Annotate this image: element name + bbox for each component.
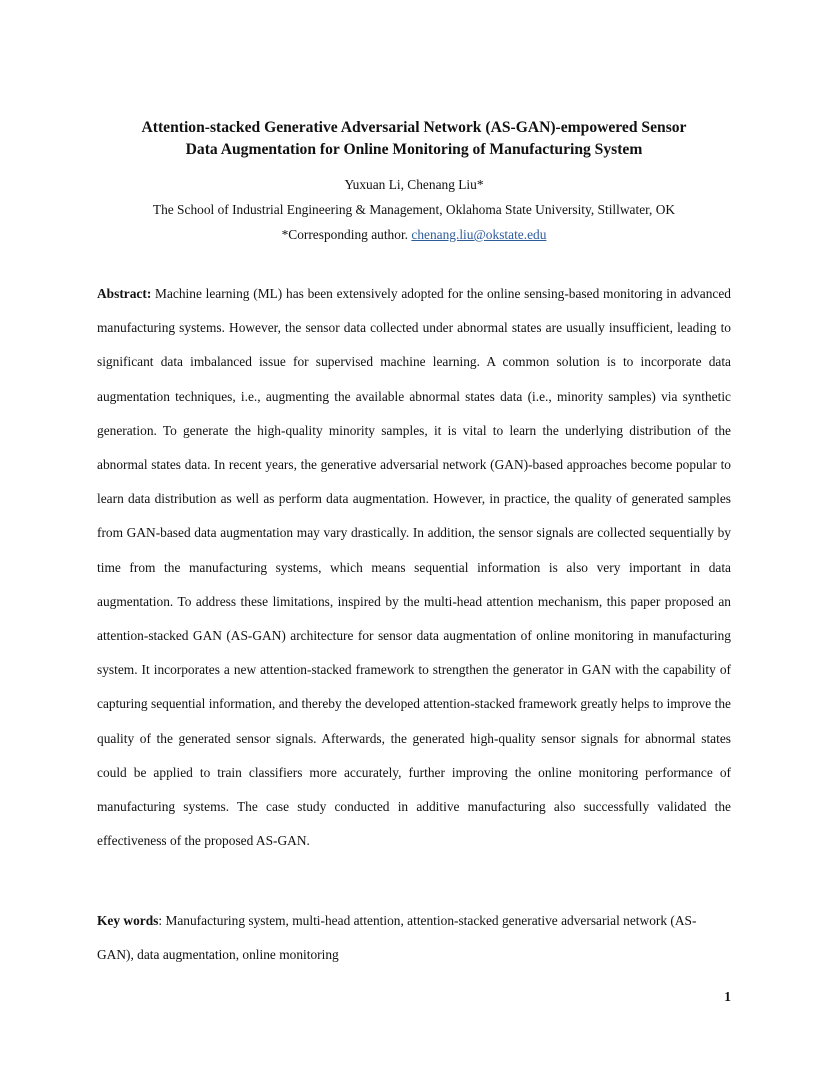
corresponding-email-link[interactable]: chenang.liu@okstate.edu: [411, 227, 547, 242]
abstract-text: Machine learning (ML) has been extensively adopted for the online sensing-based monitoring in advanced manufacturing systems. However, the sensor data collected under abnormal states are usually insufficient, leading to significant data imbalanced issue for supervised machine learning. A common solution is to incorporate data augmentation techniques, i.e., augmenting the available abnormal states data (i.e., minority samples) via synthetic generation. To generate the high-quality minority samples, it is vital to learn the underlying distribution of the abnormal states data. In recent years, the generative adversarial network (GAN)-based approaches become popular to learn data distribution as well as perform data augmentation. However, in practice, the quality of generated samples from GAN-based data augmentation may vary drastically. In addition, the sensor signals are collected sequentially by time from the manufacturing systems, which means sequential information is also very important in data augmentation. To address these limitations, inspired by the multi-head attention mechanism, this paper proposed an attention-stacked GAN (AS-GAN) architecture for sensor data augmentation of online monitoring in manufacturing system. It incorporates a new attention-stacked framework to strengthen the generator in GAN with the capability of capturing sequential information, and thereby the developed attention-stacked framework greatly helps to improve the quality of the generated sensor signals. Afterwards, the generated high-quality sensor signals for abnormal states could be applied to train classifiers more accurately, further improving the online monitoring performance of manufacturing systems. The case study conducted in additive manufacturing also successfully validated the effectiveness of the proposed AS-GAN.: [97, 286, 731, 849]
paper-authors: Yuxuan Li, Chenang Liu*: [344, 177, 484, 192]
page-number: 1: [724, 989, 731, 1004]
keywords-text: : Manufacturing system, multi-head attention, attention-stacked generative adversarial network (AS-GAN), data augmentation, online monitoring: [97, 913, 697, 962]
paper-title-line-2: Data Augmentation for Online Monitoring of Manufacturing System: [185, 141, 643, 158]
keywords-paragraph: [97, 904, 731, 972]
abstract-paragraph: [97, 277, 731, 858]
paper-title: [90, 117, 738, 161]
abstract-label: Abstract:: [97, 286, 152, 301]
paper-title-line-1: Attention-stacked Generative Adversarial Network (AS-GAN)-empowered Sensor: [141, 119, 687, 136]
corresponding-author-label: *Corresponding author.: [281, 227, 412, 242]
paper-affiliation: The School of Industrial Engineering & Management, Oklahoma State University, Stillwater, OK: [152, 202, 676, 217]
keywords-label: Key words: [97, 913, 159, 928]
corresponding-author: [0, 226, 828, 244]
